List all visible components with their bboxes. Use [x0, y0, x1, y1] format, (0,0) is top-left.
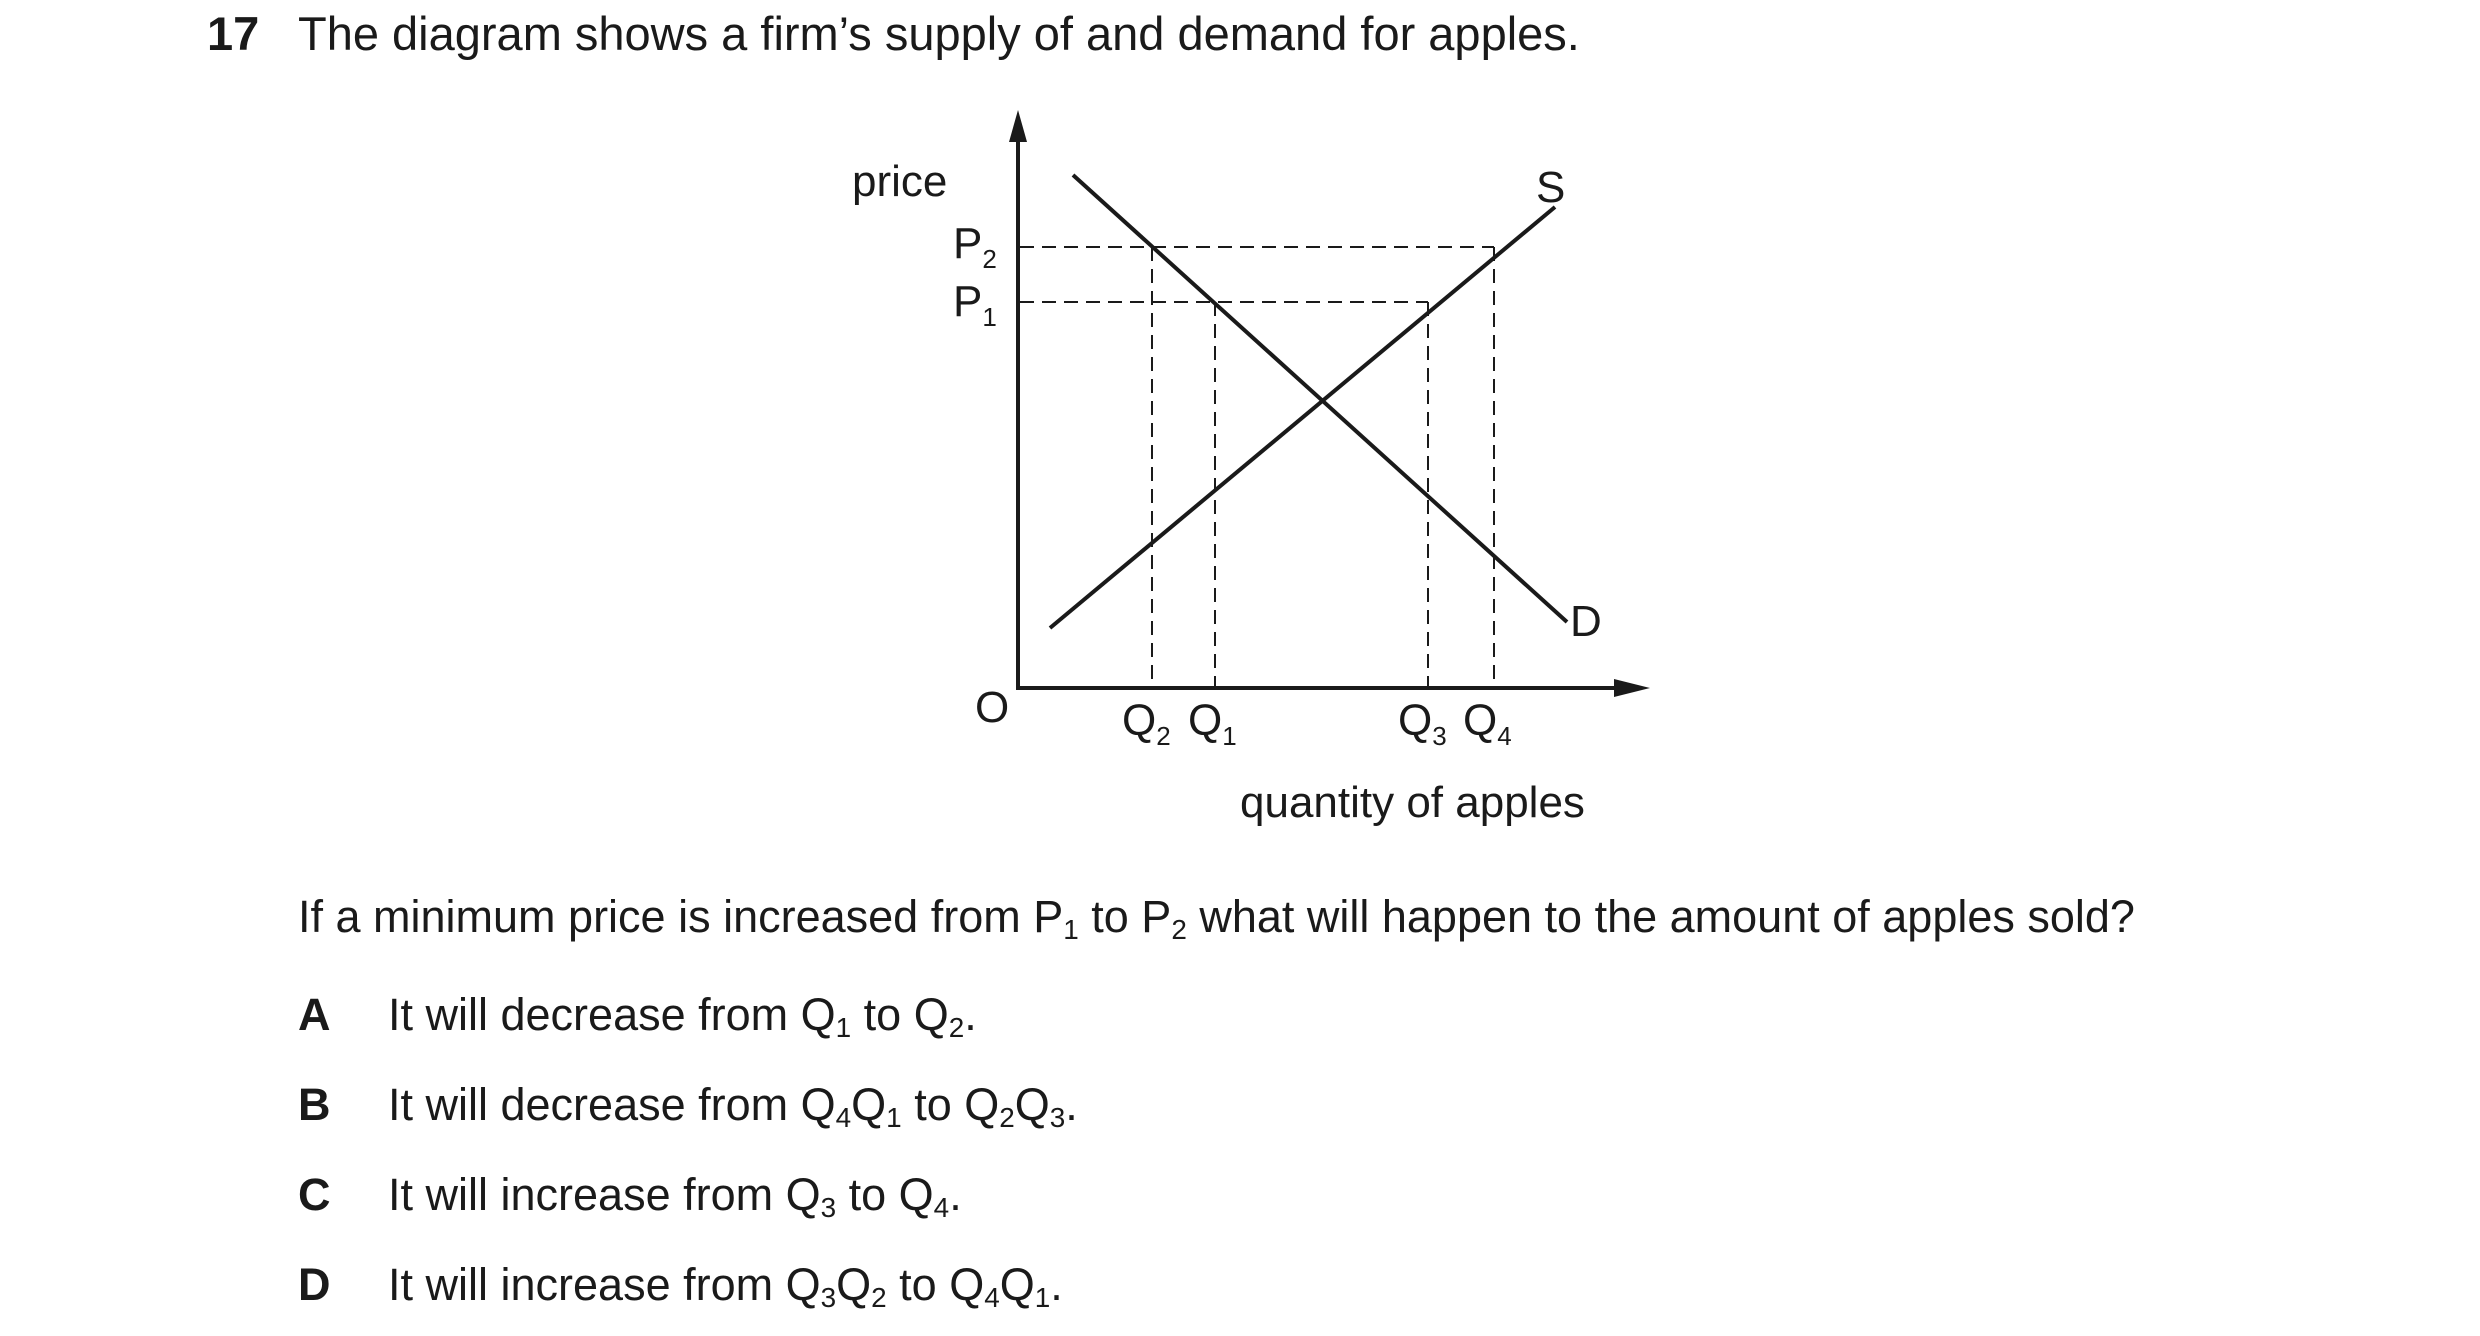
question-number: 17 — [207, 7, 260, 60]
x-axis-arrowhead — [1614, 679, 1650, 697]
quantity-label-q3: $Q_3$ — [1398, 696, 1447, 751]
supply-curve — [1050, 207, 1555, 628]
question-prompt: If a minimum price is increased from $P_1$ to $P_2$ what will happen to the amount of apples sold? — [298, 891, 2135, 945]
y-axis-label: price — [852, 157, 948, 206]
supply-label: S — [1536, 163, 1566, 212]
option-letter: A — [298, 989, 331, 1040]
x-axis-label: quantity of apples — [1240, 778, 1585, 827]
y-axis-arrowhead — [1009, 110, 1027, 142]
demand-curve — [1073, 175, 1567, 622]
quantity-label-q1: $Q_1$ — [1188, 696, 1237, 751]
price-label-p1: $P_1$ — [953, 277, 997, 332]
option-c[interactable]: C It will increase from $Q_3$ to $Q_4$. — [298, 1165, 962, 1225]
option-b[interactable]: B It will decrease from $Q_4Q_1$ to $Q_2Q_3$. — [298, 1075, 1078, 1135]
quantity-label-q4: $Q_4$ — [1463, 696, 1512, 751]
option-d[interactable]: D It will increase from $Q_3Q_2$ to $Q_4Q_1$. — [298, 1255, 1063, 1315]
question-stem: The diagram shows a firm’s supply of and demand for apples. — [298, 7, 1580, 60]
origin-label: O — [975, 683, 1010, 732]
quantity-label-q2: $Q_2$ — [1122, 696, 1171, 751]
option-letter: C — [298, 1169, 331, 1220]
demand-label: D — [1570, 597, 1602, 646]
option-letter: D — [298, 1259, 331, 1310]
price-label-p2: $P_2$ — [953, 219, 997, 274]
option-letter: B — [298, 1079, 331, 1130]
option-a[interactable]: A It will decrease from $Q_1$ to $Q_2$. — [298, 985, 977, 1045]
